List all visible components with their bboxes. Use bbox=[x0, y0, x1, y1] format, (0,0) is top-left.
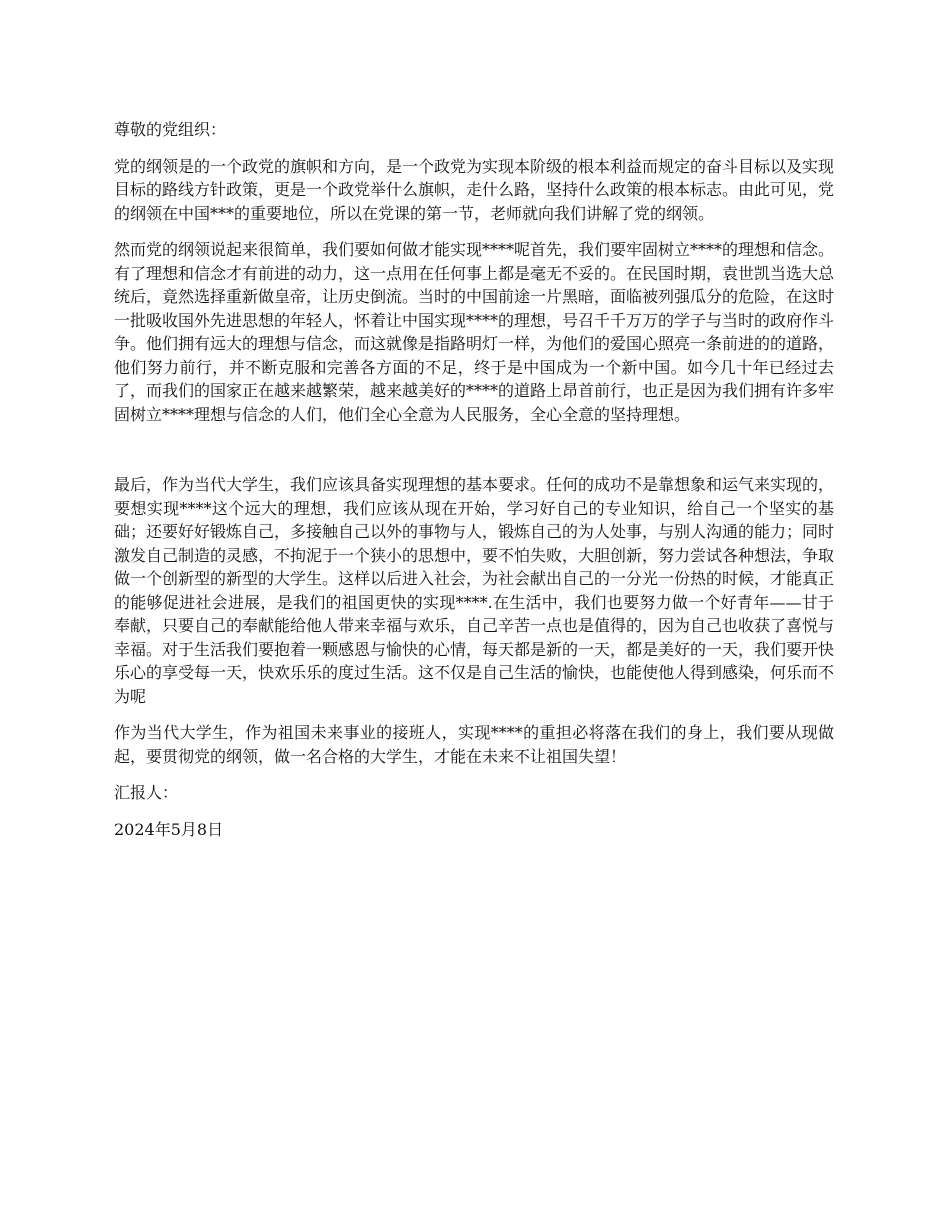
salutation: 尊敬的党组织： bbox=[114, 120, 227, 139]
paragraph-2: 然而党的纲领说起来很简单，我们要如何做才能实现****呢首先，我们要牢固树立****的理想和信念。有了理想和信念才有前进的动力，这一点用在任何事上都是毫无不妥的。在民国时期，袁世凯当选大总统后，竟然选择重新做皇帝，让历史倒流。当时的中国前途一片黑暗，面临被列强瓜分的危险，在这时一批吸收国外先进思想的年轻人，怀着让中国实现****的理想，号召千千万万的学子与当时的政府作斗争。他们拥有远大的理想与信念，而这就像是指路明灯一样，为他们的爱国心照亮一条前进的的道路，他们努力前行，并不断克服和完善各方面的不足，终于是中国成为一个新中国。如今几十年已经过去了，而我们的国家正在越来越繁荣，越来越美好的****的道路上昂首前行，也正是因为我们拥有许多牢固树立****理想与信念的人们，他们全心全意为人民服务，全心全意的坚持理想。 bbox=[114, 240, 835, 424]
paragraph-3: 最后，作为当代大学生，我们应该具备实现理想的基本要求。任何的成功不是靠想象和运气来实现的，要想实现****这个远大的理想，我们应该从现在开始，学习好自己的专业知识，给自己一个坚实的基础；还要好好锻炼自己，多接触自己以外的事物与人，锻炼自己的为人处事，与别人沟通的能力；同时激发自己制造的灵感，不拘泥于一个狭小的思想中，要不怕失败，大胆创新，努力尝试各种想法，争取做一个创新型的新型的大学生。这样以后进入社会，为社会献出自己的一分光一份热的时候，才能真正的能够促进社会进展，是我们的祖国更快的实现****.在生活中，我们也要努力做一个好青年——甘于奉献，只要自己的奉献能给他人带来幸福与欢乐，自己辛苦一点也是值得的，因为自己也收获了喜悦与幸福。对于生活我们要抱着一颗感恩与愉快的心情，每天都是新的一天，都是美好的一天，我们要开快乐心的享受每一天，快欢乐乐的度过生活。这不仅是自己生活的愉快，也能使他人得到感染，何乐而不为呢 bbox=[114, 475, 835, 706]
paragraph-1: 党的纲领是的一个政党的旗帜和方向，是一个政党为实现本阶级的根本利益而规定的奋斗目标以及实现目标的路线方针政策，更是一个政党举什么旗帜，走什么路，坚持什么政策的根本标志。由此可见，党的纲领在中国***的重要地位，所以在党课的第一节，老师就向我们讲解了党的纲领。 bbox=[114, 156, 835, 223]
paragraph-4: 作为当代大学生，作为祖国未来事业的接班人，实现****的重担必将落在我们的身上，我们要从现做起，要贯彻党的纲领，做一名合格的大学生，才能在未来不让祖国失望！ bbox=[114, 723, 834, 766]
report-date: 2024年5月8日 bbox=[114, 819, 224, 839]
signature-label: 汇报人： bbox=[114, 783, 179, 802]
document-body bbox=[114, 118, 834, 854]
blank-line bbox=[114, 439, 834, 473]
